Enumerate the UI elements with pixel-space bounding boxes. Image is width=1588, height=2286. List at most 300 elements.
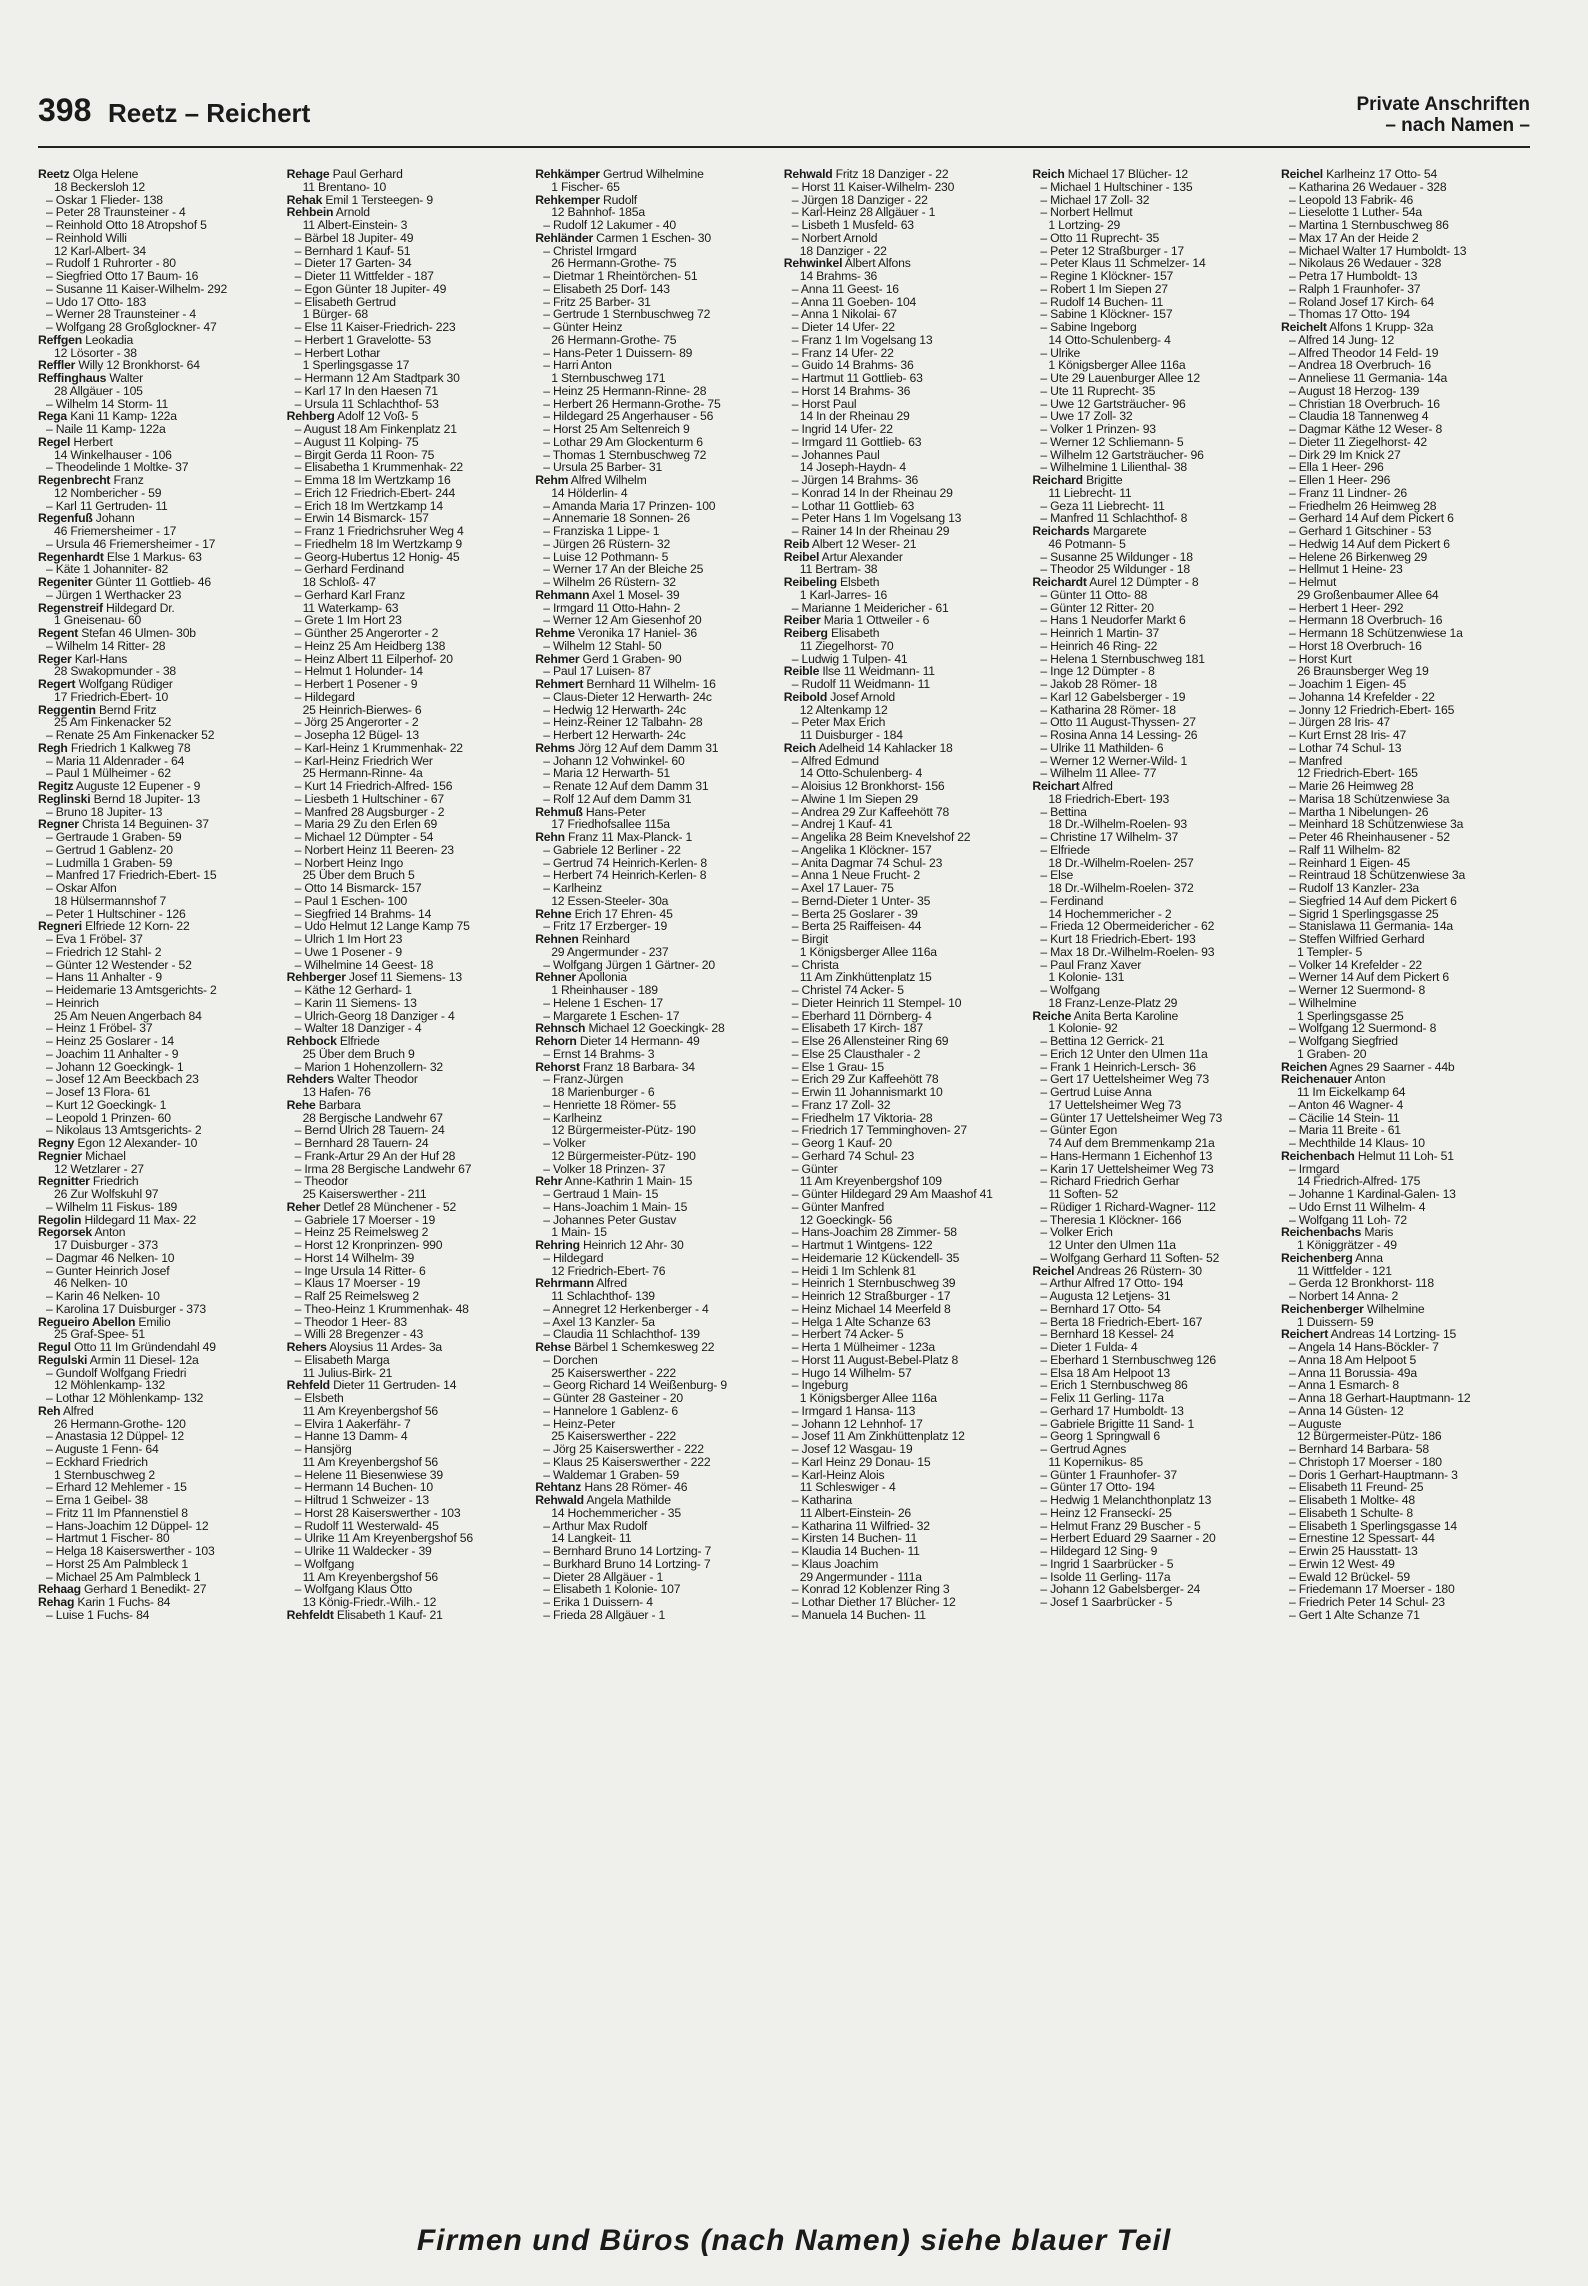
surname-entry xyxy=(38,1354,287,1367)
surname: Rehkemper xyxy=(535,192,600,207)
sub-entry: – Horst 28 Kaiserswerther - 103 xyxy=(294,1505,461,1520)
sub-entry: – Steffen Wilfried Gerhard xyxy=(1288,932,1425,946)
address-continuation: 1 Duissern- 59 xyxy=(1296,1314,1374,1329)
address-continuation: 11 Waterkamp- 63 xyxy=(302,600,399,615)
sub-entry: – Volker 14 Krefelder - 22 xyxy=(1288,957,1422,972)
sub-entry: – Aloisius 12 Bronkhorst- 156 xyxy=(791,779,945,793)
sub-entry: – Heinz 25 Goslarer - 14 xyxy=(46,1034,174,1048)
sub-entry: – Frieda 12 Obermeidericher - 62 xyxy=(1040,919,1215,934)
sub-entry: – Guido 14 Brahms- 36 xyxy=(791,358,914,373)
listing-column xyxy=(38,168,287,2208)
sub-entry: – Paul Franz Xaver xyxy=(1040,957,1142,972)
sub-entry: – Else 26 Allensteiner Ring 69 xyxy=(791,1034,949,1048)
sub-entry: – Ralf 11 Wilhelm- 82 xyxy=(1288,842,1401,857)
sub-entry: – Siegfried 14 Brahms- 14 xyxy=(294,906,432,921)
sub-entry: – Rudolf 11 Weidmann- 11 xyxy=(791,677,930,691)
entry-details: Angela Mathilde xyxy=(583,1493,671,1507)
sub-entry: – Rudolf 14 Buchen- 11 xyxy=(1040,294,1164,309)
sub-entry: – Dieter 1 Fulda- 4 xyxy=(1040,1340,1138,1354)
sub-entry: – Ernestine 12 Spessart- 44 xyxy=(1288,1531,1435,1546)
entry-details: Gerhard 1 Benedikt- 27 xyxy=(80,1582,207,1597)
address-continuation: 11 Am Kreyenbergshof 109 xyxy=(799,1174,942,1189)
sub-entry: – Bernd-Dieter 1 Unter- 35 xyxy=(791,893,931,908)
entry-details: Aurel 12 Dümpter - 8 xyxy=(1086,575,1199,589)
sub-entry: – Manfred xyxy=(1288,753,1343,768)
surname: Reichel xyxy=(1280,168,1323,181)
surname-entry xyxy=(38,474,287,487)
sub-entry: – Hildegard 25 Angerhauser - 56 xyxy=(543,409,714,424)
address-continuation: 12 Friedrich-Ebert- 76 xyxy=(551,1263,666,1278)
surname: Reib xyxy=(783,536,810,551)
entry-details: Franz xyxy=(110,473,144,487)
sub-entry: – Wilhelmine xyxy=(1288,995,1357,1010)
sub-entry: – Wilhelm 11 Allee- 77 xyxy=(1040,766,1157,781)
sub-entry: – Eva 1 Fröbel- 37 xyxy=(46,932,143,946)
sub-entry: – Günter 1 Fraunhofer- 37 xyxy=(1040,1467,1177,1482)
sub-entry: – Heinz 25 Am Heidberg 138 xyxy=(294,638,446,653)
address-continuation: 11 Albert-Einstein- 26 xyxy=(799,1505,912,1520)
address-continuation: 11 Soften- 52 xyxy=(1048,1187,1119,1201)
address-continuation: 12 Bürgermeister-Pütz- 190 xyxy=(551,1123,696,1138)
sub-entry: – Irma 28 Bergische Landwehr 67 xyxy=(294,1161,472,1176)
surname: Reglinski xyxy=(38,791,91,806)
surname: Rehe xyxy=(286,1097,316,1112)
sub-entry: – Rüdiger 1 Richard-Wagner- 112 xyxy=(1040,1199,1216,1214)
entry-details: Wilhelmine xyxy=(1363,1301,1425,1316)
sub-entry: – Wolfgang xyxy=(1040,983,1100,997)
surname: Rehfeldt xyxy=(286,1607,334,1622)
sub-entry: – Wolfgang 11 Loh- 72 xyxy=(1288,1212,1407,1227)
sub-entry: – Peter 1 Hultschiner - 126 xyxy=(46,906,186,921)
entry-details: Alfred xyxy=(593,1276,628,1291)
surname: Rehse xyxy=(535,1340,571,1354)
address-continuation: 1 Königsberger Allee 116a xyxy=(1048,358,1186,373)
sub-entry: – Heinz 12 Franseckí- 25 xyxy=(1040,1505,1172,1520)
sub-entry: – Horst 25 Am Palmbleck 1 xyxy=(46,1556,188,1571)
entry-details: Willy 12 Bronkhorst- 64 xyxy=(75,358,200,373)
listing-column xyxy=(784,168,1033,2208)
sub-entry: – Jürgen 1 Werthacker 23 xyxy=(46,587,182,602)
sub-entry: – Karl-Heinz 1 Krummenhak- 22 xyxy=(294,740,463,755)
sub-entry: – Manfred 28 Augsburger - 2 xyxy=(294,804,445,819)
address-continuation: 18 Dr.-Wilhelm-Roelen- 93 xyxy=(1048,817,1187,832)
sub-entry: – Gabriele 12 Berliner - 22 xyxy=(543,842,681,857)
entry-details: Johann xyxy=(92,511,135,526)
sub-entry: – Angelika 28 Beim Knevelshof 22 xyxy=(791,830,971,844)
surname: Rehorst xyxy=(535,1059,580,1074)
entry-details: Helmut 11 Loh- 51 xyxy=(1354,1148,1454,1163)
surname: Rehmer xyxy=(535,651,580,666)
sub-entry: – Herbert 74 Heinrich-Kerlen- 8 xyxy=(543,868,707,883)
sub-entry: – Anna 1 Esmarch- 8 xyxy=(1288,1378,1399,1393)
surname: Regh xyxy=(38,740,68,755)
sub-entry: – Hugo 14 Wilhelm- 57 xyxy=(791,1365,912,1380)
surname: Reetz xyxy=(38,168,70,181)
address-continuation: 1 Main- 15 xyxy=(551,1225,607,1240)
sub-entry: – Lothar Diether 17 Blücher- 12 xyxy=(791,1595,956,1609)
surname: Regolin xyxy=(38,1212,82,1227)
surname: Rehring xyxy=(535,1238,580,1252)
sub-entry: – Johann 12 Lehnhof- 17 xyxy=(791,1416,923,1431)
sub-entry: – Wilhelm 11 Fiskus- 189 xyxy=(46,1199,178,1214)
sub-entry: – Gerda 12 Bronkhorst- 118 xyxy=(1288,1276,1434,1291)
sub-entry: – Jakob 28 Römer- 18 xyxy=(1040,677,1157,691)
sub-entry: – Kurt Ernst 28 Iris- 47 xyxy=(1288,728,1407,742)
surname-entry xyxy=(38,372,287,385)
sub-entry: – Erich 29 Zur Kaffeehött 78 xyxy=(791,1072,939,1087)
sub-entry: – Fritz 11 Im Pfannenstiel 8 xyxy=(46,1505,188,1520)
surname-entry xyxy=(38,576,287,589)
sub-entry: – Meinhard 18 Schützenwiese 3a xyxy=(1288,817,1464,832)
surname: Reichen xyxy=(1280,1059,1327,1074)
surname: Regul xyxy=(38,1340,71,1354)
sub-entry: – Theo-Heinz 1 Krummenhak- 48 xyxy=(294,1301,469,1316)
sub-entry: – Norbert Hellmut xyxy=(1040,205,1133,220)
surname: Reichenauer xyxy=(1280,1072,1352,1087)
footer-note: Firmen und Büros (nach Namen) siehe blauer Teil xyxy=(416,2224,1172,2257)
surname-entry xyxy=(38,436,287,449)
surname-entry xyxy=(535,1239,784,1252)
sub-entry: – Gundolf Wolfgang Friedri xyxy=(46,1365,187,1380)
section-heading xyxy=(1356,94,1530,136)
sub-entry: – Susanne 25 Wildunger - 18 xyxy=(1040,549,1193,564)
surname-entry xyxy=(784,576,1033,589)
sub-entry: – Hellmut 1 Heine- 23 xyxy=(1288,562,1403,577)
sub-entry: – Elisabeth 1 Kolonie- 107 xyxy=(543,1582,681,1597)
sub-entry: – Martha 1 Nibelungen- 26 xyxy=(1288,804,1429,819)
sub-entry: – Helmut Franz 29 Buscher - 5 xyxy=(1040,1518,1201,1533)
sub-entry: – Heinrich 1 Sternbuschweg 39 xyxy=(791,1276,956,1291)
listing-column xyxy=(535,168,784,2208)
sub-entry: – Friedhelm 18 Im Wertzkamp 9 xyxy=(294,536,462,551)
address-continuation: 17 Friedhofsallee 115a xyxy=(551,817,670,832)
surname: Regnitter xyxy=(38,1174,90,1189)
sub-entry: – August 18 Herzog- 139 xyxy=(1288,383,1420,398)
sub-entry: – Theresia 1 Klöckner- 166 xyxy=(1040,1212,1182,1227)
sub-entry: – Luise 1 Fuchs- 84 xyxy=(46,1607,150,1622)
surname: Reiber xyxy=(783,613,821,628)
entry-details: Josef 11 Siemens- 13 xyxy=(345,970,462,985)
sub-entry: – Jörg 25 Angerorter - 2 xyxy=(294,715,419,730)
sub-entry: – Dorchen xyxy=(543,1352,598,1367)
address-continuation: 25 Graf-Spee- 51 xyxy=(54,1327,145,1342)
address-continuation: 1 Lortzing- 29 xyxy=(1048,218,1121,232)
surname-entry xyxy=(1281,1150,1530,1163)
sub-entry: – Angelika 1 Klöckner- 157 xyxy=(791,842,932,857)
sub-entry: – Gertraud 1 Main- 15 xyxy=(543,1187,659,1201)
surname: Reger xyxy=(38,651,72,666)
surname: Reichart xyxy=(1032,779,1080,793)
sub-entry: – Karlheinz xyxy=(543,881,602,895)
sub-entry: – Heidemarie 12 Kückendell- 35 xyxy=(791,1250,960,1265)
surname: Reichenbachs xyxy=(1280,1225,1362,1240)
entry-details: Bärbel 1 Schemkesweg 22 xyxy=(570,1340,715,1354)
surname: Rehner xyxy=(535,970,576,985)
sub-entry: – Hildegard xyxy=(543,1250,604,1265)
sub-entry: – Claus-Dieter 12 Herwarth- 24c xyxy=(543,689,712,704)
sub-entry: – Peter 28 Traunsteiner - 4 xyxy=(46,205,186,220)
sub-entry: – Christel 74 Acker- 5 xyxy=(791,983,904,997)
sub-entry: – Annegret 12 Herkenberger - 4 xyxy=(543,1301,709,1316)
sub-entry: – Rudolf 13 Kanzler- 23a xyxy=(1288,881,1419,895)
sub-entry: – Werner 28 Traunsteiner - 4 xyxy=(46,307,196,322)
sub-entry: – Christoph 17 Moerser - 180 xyxy=(1288,1454,1442,1469)
entry-details: Alfons 1 Krupp- 32a xyxy=(1326,320,1434,334)
surname-entry xyxy=(535,742,784,755)
sub-entry: – Karl Heinz 29 Donau- 15 xyxy=(791,1454,931,1469)
sub-entry: – Volker 1 Prinzen- 93 xyxy=(1040,422,1156,436)
entry-details: Maris xyxy=(1361,1225,1394,1240)
sub-entry: – Else 25 Clausthaler - 2 xyxy=(791,1046,921,1061)
sub-entry: – Dieter 11 Wittfelder - 187 xyxy=(294,269,434,283)
sub-entry: – Gerhard 74 Schul- 23 xyxy=(791,1148,915,1163)
sub-entry: – Nikolaus 13 Amtsgerichts- 2 xyxy=(46,1123,202,1138)
surname-entry xyxy=(535,1341,784,1354)
entry-details: Reinhard xyxy=(578,932,630,946)
sub-entry: – Maria 11 Breite - 61 xyxy=(1288,1123,1401,1138)
sub-entry: – Siegfried Otto 17 Baum- 16 xyxy=(46,269,199,283)
sub-entry: – Horst 11 Kaiser-Wilhelm- 230 xyxy=(791,179,955,194)
sub-entry: – Paul 1 Mülheimer - 62 xyxy=(46,766,171,781)
sub-entry: – Heidemarie 13 Amtsgerichts- 2 xyxy=(46,983,217,997)
sub-entry: – Herbert 1 Heer- 292 xyxy=(1288,600,1404,615)
address-continuation: 12 Goeckingk- 56 xyxy=(799,1212,893,1227)
surname: Reich xyxy=(783,740,816,755)
sub-entry: – Norbert 14 Anna- 2 xyxy=(1288,1289,1399,1303)
surname: Regueiro Abellon xyxy=(38,1314,136,1329)
surname: Rehme xyxy=(535,626,575,640)
surname: Reffgen xyxy=(38,332,82,347)
surname: Regel xyxy=(38,434,71,449)
listing-column xyxy=(1032,168,1281,2208)
surname: Regner xyxy=(38,817,79,832)
sub-entry: – Rosina Anna 14 Lessing- 26 xyxy=(1040,728,1198,742)
address-continuation: 11 Julius-Birk- 21 xyxy=(302,1365,393,1380)
address-continuation: 13 Hafen- 76 xyxy=(302,1085,371,1099)
surname: Rehorn xyxy=(535,1034,577,1048)
sub-entry: – Elfriede xyxy=(1040,842,1090,857)
sub-entry: – Christine 17 Wilhelm- 37 xyxy=(1040,830,1179,844)
entry-details: Gerd 1 Graben- 90 xyxy=(579,651,682,666)
entry-details: Bernhard 11 Wilhelm- 16 xyxy=(583,677,716,691)
sub-entry: – Hansjörg xyxy=(294,1442,352,1456)
sub-entry: – Elsa 18 Am Helpoot 13 xyxy=(1040,1365,1170,1380)
sub-entry: – Herbert 74 Acker- 5 xyxy=(791,1327,904,1342)
sub-entry: – Erwin 14 Bismarck- 157 xyxy=(294,511,429,526)
sub-entry: – Siegfried 14 Auf dem Pickert 6 xyxy=(1288,893,1457,908)
sub-entry: – Elisabetha 1 Krummenhak- 22 xyxy=(294,460,463,475)
sub-entry: – Oskar Alfon xyxy=(46,881,117,895)
entry-details: Albert 12 Weser- 21 xyxy=(809,536,917,551)
sub-entry: – Johanne 1 Kardinal-Galen- 13 xyxy=(1288,1187,1456,1201)
sub-entry: – Karin 17 Uettelsheimer Weg 73 xyxy=(1040,1161,1214,1176)
sub-entry: – Helga 1 Alte Schanze 63 xyxy=(791,1314,931,1329)
sub-entry: – Gerhard 14 Auf dem Pickert 6 xyxy=(1288,511,1454,526)
sub-entry: – Arthur Max Rudolf xyxy=(543,1518,648,1533)
address-continuation: 13 König-Friedr.-Wilh.- 12 xyxy=(302,1595,437,1609)
surname: Reichenberger xyxy=(1280,1301,1364,1316)
address-continuation: 14 Friedrich-Alfred- 175 xyxy=(1296,1174,1421,1189)
sub-entry: – Hans 11 Anhalter - 9 xyxy=(46,970,162,985)
surname: Reiberg xyxy=(783,626,828,640)
entry-details: Michael xyxy=(81,1148,126,1163)
sub-entry: – Axel 17 Lauer- 75 xyxy=(791,881,894,895)
surname: Reiche xyxy=(1032,1008,1072,1023)
sub-entry: – Franz 11 Lindner- 26 xyxy=(1288,485,1407,500)
sub-entry: – Horst 12 Kronprinzen- 990 xyxy=(294,1238,443,1252)
address-continuation: 12 Friedrich-Ebert- 165 xyxy=(1296,766,1418,781)
sub-entry: – Anita Dagmar 74 Schul- 23 xyxy=(791,855,943,870)
sub-entry: – Wolfgang Klaus Otto xyxy=(294,1582,413,1597)
entry-details: Hans-Peter xyxy=(582,804,646,819)
sub-entry: – Otto 14 Bismarck- 157 xyxy=(294,881,422,895)
sub-entry: – Wilhelm 12 Stahl- 50 xyxy=(543,638,662,653)
entry-details: Ilse 11 Weidmann- 11 xyxy=(819,664,935,679)
surname: Rega xyxy=(38,409,68,424)
sub-entry: – Udo Ernst 11 Wilhelm- 4 xyxy=(1288,1199,1426,1214)
sub-entry: – Else 11 Kaiser-Friedrich- 223 xyxy=(294,320,456,334)
sub-entry: – Waldemar 1 Graben- 59 xyxy=(543,1467,680,1482)
sub-entry: – Isolde 11 Gerling- 117a xyxy=(1040,1569,1171,1584)
sub-entry: – Erwin 12 West- 49 xyxy=(1288,1556,1395,1571)
sub-entry: – Herbert 1 Gravelotte- 53 xyxy=(294,332,431,347)
sub-entry: – Katharina 28 Römer- 18 xyxy=(1040,702,1176,717)
sub-entry: – Harri Anton xyxy=(543,358,612,373)
sub-entry: – Theodor xyxy=(294,1174,349,1189)
sub-entry: – Hiltrud 1 Schweizer - 13 xyxy=(294,1493,429,1507)
sub-entry: – Reinhold Willi xyxy=(46,230,127,245)
entry-details: Arnold xyxy=(333,205,370,220)
sub-entry: – Erwin 11 Johannismarkt 10 xyxy=(791,1085,943,1099)
sub-entry: – Alfred 14 Jung- 12 xyxy=(1288,332,1395,347)
address-continuation: 14 Otto-Schulenberg- 4 xyxy=(799,766,923,781)
address-continuation: 17 Duisburger - 373 xyxy=(54,1238,158,1252)
address-continuation: 1 Templer- 5 xyxy=(1296,944,1363,959)
sub-entry: – Ulrich 1 Im Hort 23 xyxy=(294,932,403,946)
sub-entry: – Thomas 17 Otto- 194 xyxy=(1288,307,1410,322)
sub-entry: – Bernhard 14 Barbara- 58 xyxy=(1288,1442,1429,1456)
sub-entry: – Dieter 11 Ziegelhorst- 42 xyxy=(1288,434,1427,449)
sub-entry: – Stanislawa 11 Germania- 14a xyxy=(1288,919,1453,934)
sub-entry: – Wilhelm 14 Storm- 11 xyxy=(46,396,169,411)
sub-entry: – Gert 17 Uettelsheimer Weg 73 xyxy=(1040,1072,1209,1087)
sub-entry: – Claudia 11 Schlachthof- 139 xyxy=(543,1327,700,1342)
entry-details: Egon 12 Alexander- 10 xyxy=(74,1136,198,1150)
sub-entry: – Helmut xyxy=(1288,575,1337,589)
sub-entry: – Volker 18 Prinzen- 37 xyxy=(543,1161,666,1176)
surname: Rehkämper xyxy=(535,168,600,181)
sub-entry: – Ingrid 1 Saarbrücker - 5 xyxy=(1040,1556,1174,1571)
section-heading-line1: Private Anschriften xyxy=(1356,94,1530,115)
sub-entry: – Otto 11 August-Thyssen- 27 xyxy=(1040,715,1196,730)
sub-entry: – Werner 14 Auf dem Pickert 6 xyxy=(1288,970,1449,985)
sub-entry: – Heinz 1 Fröbel- 37 xyxy=(46,1021,153,1036)
sub-entry: – Friedrich 17 Temminghoven- 27 xyxy=(791,1123,967,1138)
sub-entry: – Gerhard 17 Humboldt- 13 xyxy=(1040,1403,1184,1418)
sub-entry: – Günter xyxy=(791,1161,838,1176)
address-continuation: 46 Friemersheimer - 17 xyxy=(54,524,177,538)
address-continuation: 25 Über dem Bruch 5 xyxy=(302,868,415,883)
sub-entry: – Dieter 28 Allgäuer - 1 xyxy=(543,1569,664,1584)
sub-entry: – Karl-Heinz Alois xyxy=(791,1467,885,1482)
sub-entry: – Paul 17 Luisen- 87 xyxy=(543,664,651,679)
surname-entry xyxy=(1281,1252,1530,1265)
sub-entry: – Josef 12 Am Beeckbach 23 xyxy=(46,1072,199,1087)
page-header xyxy=(38,88,1530,144)
sub-entry: – Wolfgang Jürgen 1 Gärtner- 20 xyxy=(543,957,715,972)
sub-entry: – Uwe 1 Posener - 9 xyxy=(294,944,402,959)
surname: Regenhardt xyxy=(38,549,104,564)
entry-details: Andreas 26 Rüstern- 30 xyxy=(1074,1263,1202,1278)
sub-entry: – Hermann 14 Buchen- 10 xyxy=(294,1480,433,1495)
entry-details: Emilio xyxy=(135,1314,171,1329)
sub-entry: – Jürgen 26 Rüstern- 32 xyxy=(543,536,671,551)
sub-entry: – Gertrude 1 Sternbuschweg 72 xyxy=(543,307,711,322)
address-continuation: 14 Winkelhauser - 106 xyxy=(54,447,172,462)
sub-entry: – Marisa 18 Schützenwiese 3a xyxy=(1288,791,1450,806)
sub-entry: – Petra 17 Humboldt- 13 xyxy=(1288,269,1418,283)
surname: Rehn xyxy=(535,830,565,844)
sub-entry: – Anna 11 Goeben- 104 xyxy=(791,294,917,309)
surname: Regeniter xyxy=(38,575,93,589)
address-continuation: 26 Hermann-Grothe- 120 xyxy=(54,1416,186,1431)
surname: Rehders xyxy=(286,1072,334,1087)
sub-entry: – Elisabeth Gertrud xyxy=(294,294,396,309)
sub-entry: – Rudolf 11 Westerwald- 45 xyxy=(294,1518,439,1533)
sub-entry: – Bärbel 18 Jupiter- 49 xyxy=(294,230,414,245)
sub-entry: – Josef 11 Am Zinkhüttenplatz 12 xyxy=(791,1429,965,1444)
sub-entry: – Hildegard xyxy=(294,689,355,704)
sub-entry: – Hartmut 1 Fischer- 80 xyxy=(46,1531,170,1546)
sub-entry: – Elisabeth 17 Kirch- 187 xyxy=(791,1021,923,1036)
address-continuation: 25 Am Finkenacker 52 xyxy=(54,715,172,730)
sub-entry: – Doris 1 Gerhart-Hauptmann- 3 xyxy=(1288,1467,1458,1482)
sub-entry: – Elisabeth 1 Moltke- 48 xyxy=(1288,1493,1415,1507)
address-continuation: 11 Kopernikus- 85 xyxy=(1048,1454,1143,1469)
sub-entry: – Theodor 1 Heer- 83 xyxy=(294,1314,407,1329)
surname-entry xyxy=(784,742,1033,755)
sub-entry: – Peter Hans 1 Im Vogelsang 13 xyxy=(791,511,962,526)
entry-details: Else 1 Markus- 63 xyxy=(103,549,202,564)
sub-entry: – Wilhelmine 14 Geest- 18 xyxy=(294,957,434,972)
sub-entry: – Anna 11 Borussia- 49a xyxy=(1288,1365,1417,1380)
sub-entry: – Helga 18 Kaiserswerther - 103 xyxy=(46,1544,215,1558)
address-continuation: 18 Franz-Lenze-Platz 29 xyxy=(1048,995,1178,1010)
sub-entry: – Burkhard Bruno 14 Lortzing- 7 xyxy=(543,1556,711,1571)
sub-entry: – Naile 11 Kamp- 122a xyxy=(46,422,166,436)
sub-entry: – Peter Max Erich xyxy=(791,715,886,730)
entry-details: Armin 11 Diesel- 12a xyxy=(87,1352,199,1367)
surname: Regny xyxy=(38,1136,75,1150)
sub-entry: – Günter 12 Westender - 52 xyxy=(46,957,192,972)
sub-entry: – Bernhard 17 Otto- 54 xyxy=(1040,1301,1161,1316)
sub-entry: – Heinrich 1 Martin- 37 xyxy=(1040,626,1160,640)
surname: Reher xyxy=(286,1199,321,1214)
address-continuation: 1 Karl-Jarres- 16 xyxy=(799,587,888,602)
sub-entry: – Renate 25 Am Finkenacker 52 xyxy=(46,728,215,742)
sub-entry: – Gert 1 Alte Schanze 71 xyxy=(1288,1607,1420,1622)
sub-entry: – Konrad 12 Koblenzer Ring 3 xyxy=(791,1582,950,1597)
sub-entry: – Herbert Lothar xyxy=(294,345,381,360)
entry-details: Christa 14 Beguinen- 37 xyxy=(78,817,209,832)
address-continuation: 14 Hochemmericher - 2 xyxy=(1048,906,1172,921)
entry-details: Herbert xyxy=(70,434,113,449)
entry-details: Elisabeth xyxy=(827,626,880,640)
sub-entry: – Ulrich-Georg 18 Danziger - 4 xyxy=(294,1008,455,1023)
sub-entry: – Günter 28 Gasteiner - 20 xyxy=(543,1391,683,1405)
sub-entry: – Heinz-Peter xyxy=(543,1416,616,1431)
sub-entry: – Dieter 17 Garten- 34 xyxy=(294,256,412,271)
